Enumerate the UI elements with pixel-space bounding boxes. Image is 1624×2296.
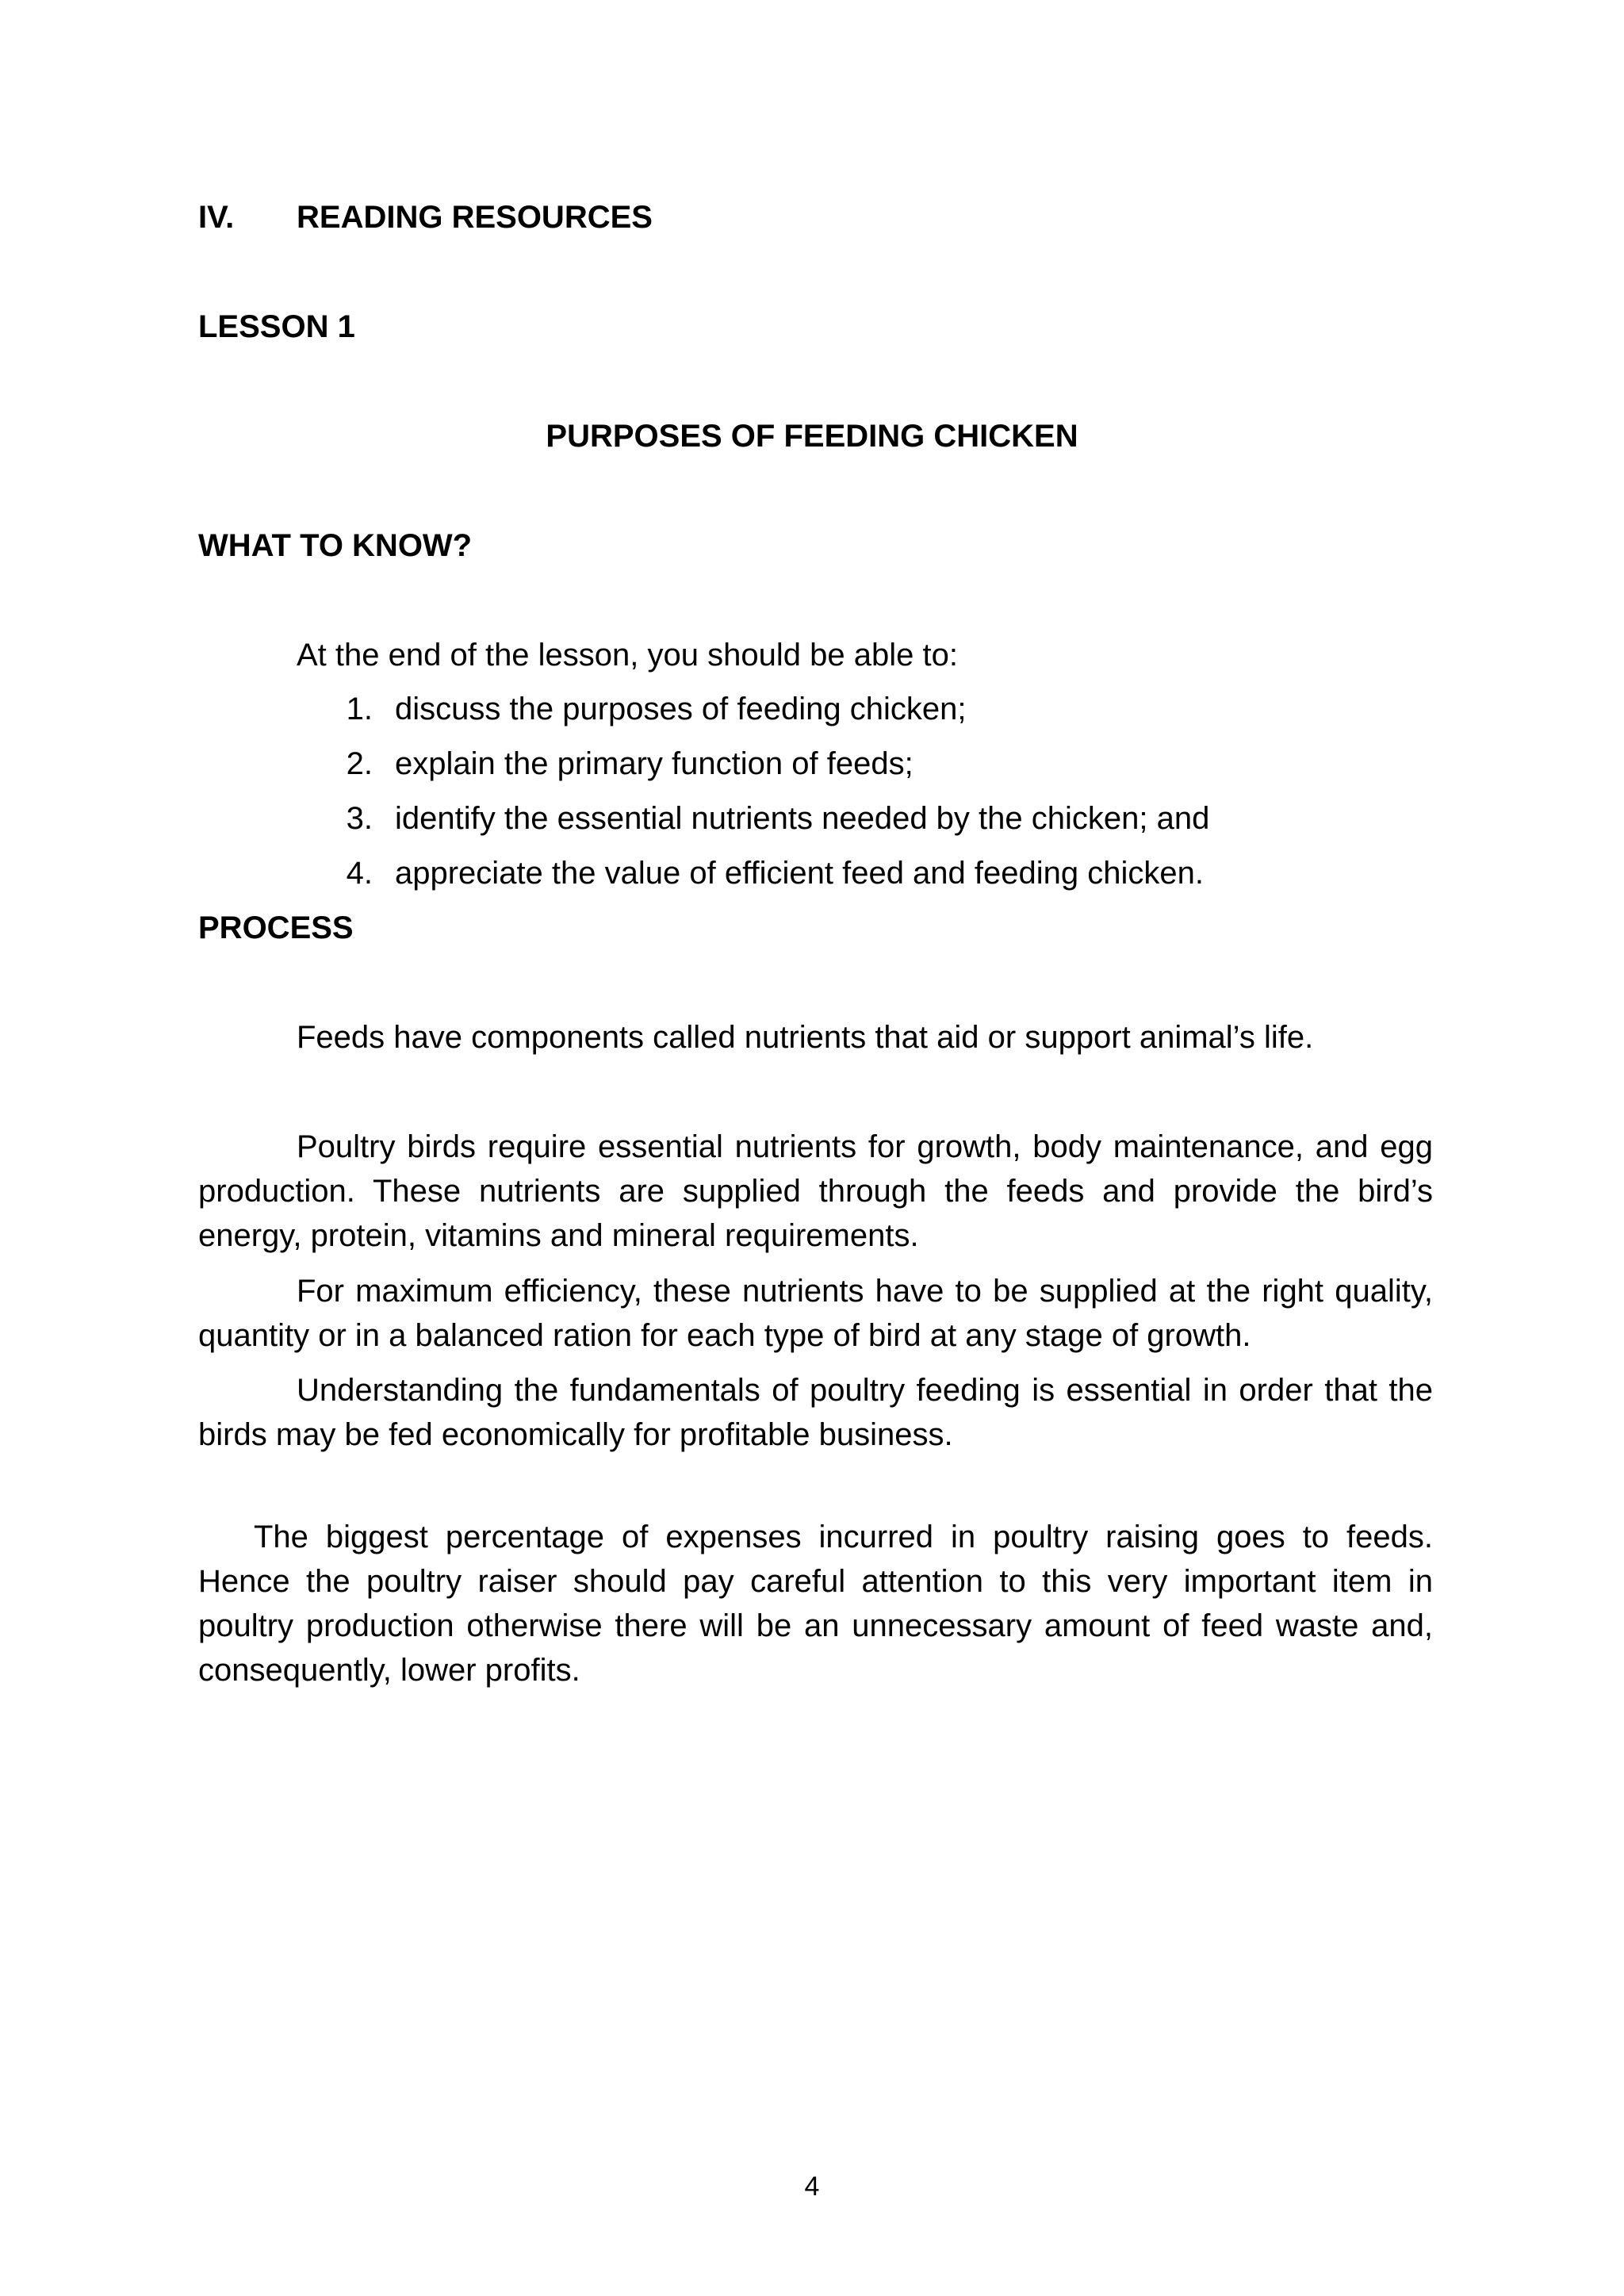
objective-number: 3. — [346, 801, 373, 836]
objective-text: appreciate the value of efficient feed and feeding chicken. — [395, 856, 1204, 891]
process-paragraph: Understanding the fundamentals of poultry feeding is essential in order that the birds may be fed economically for profitable business. — [198, 1373, 1433, 1452]
objective-text: explain the primary function of feeds; — [395, 746, 914, 781]
objective-number: 2. — [346, 746, 373, 781]
process-paragraph: Poultry birds require essential nutrients for growth, body maintenance, and egg production. These nutrients are supplied through the feeds and provide the bird’s energy, protein, vitamins and mineral requirements. — [198, 1129, 1433, 1253]
process-paragraph: For maximum efficiency, these nutrients have to be supplied at the right quality, quantity or in a balanced ration for each type of bird at any stage of growth. — [198, 1274, 1433, 1353]
objective-number: 1. — [346, 692, 373, 726]
page-number: 4 — [804, 2171, 820, 2202]
section-number: IV. — [198, 200, 235, 235]
process-paragraph: Feeds have components called nutrients that aid or support animal’s life. — [297, 1020, 1314, 1055]
objective-number: 4. — [346, 856, 373, 891]
process-heading: PROCESS — [198, 910, 354, 945]
objective-text: identify the essential nutrients needed by the chicken; and — [395, 801, 1210, 836]
lesson-title: PURPOSES OF FEEDING CHICKEN — [546, 419, 1078, 454]
section-title: READING RESOURCES — [297, 200, 653, 235]
lesson-label: LESSON 1 — [198, 309, 355, 344]
objective-text: discuss the purposes of feeding chicken; — [395, 692, 967, 726]
objectives-intro: At the end of the lesson, you should be able to: — [297, 638, 958, 673]
process-paragraph: The biggest percentage of expenses incurred in poultry raising goes to feeds. Hence the poultry raiser should pay careful attention to this very important item in poultry production otherwise there will be an unnecessary amount of feed waste and, consequently, lower profits. — [198, 1520, 1433, 1688]
what-to-know-heading: WHAT TO KNOW? — [198, 528, 473, 563]
